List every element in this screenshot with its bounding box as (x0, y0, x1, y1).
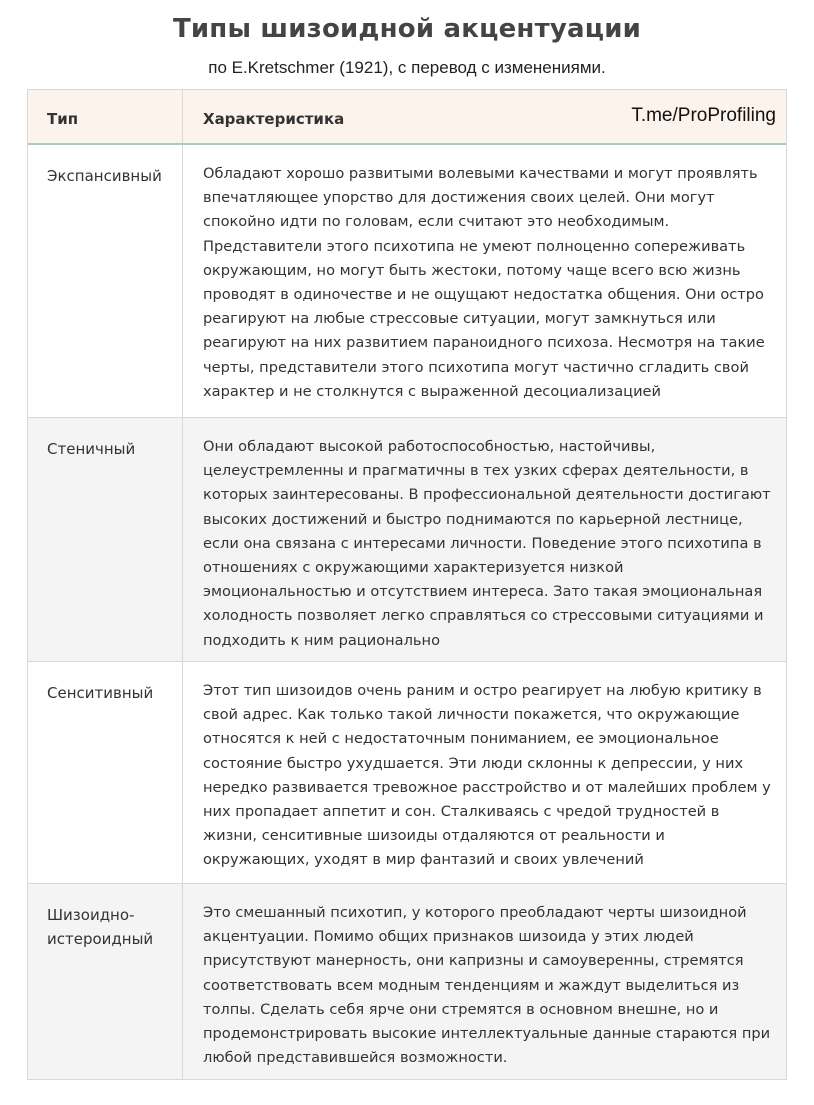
table-header-row (28, 90, 786, 145)
description-cell: Этот тип шизоидов очень раним и остро реагирует на любую критику в свой адрес. Как только такой личности покажется, что окружающие относятся к ней с недостаточным пониманием, ее эмоциональное состояние быстро ухудшается. Эти люди склонны к депрессии, у них нередко развивается тревожное расстройство и от малейших проблем у них пропадает аппетит и сон. Сталкиваясь с чредой трудностей в жизни, сенситивные шизоиды отдаляются от реальности и окружающих, уходят в мир фантазий и своих увлечений (203, 682, 771, 869)
table-row (28, 145, 786, 417)
type-cell: Стеничный (28, 418, 183, 661)
column-header-description (183, 90, 786, 143)
page-title: Типы шизоидной акцентуации (172, 14, 642, 44)
accentuation-table (27, 89, 787, 1080)
description-cell: Обладают хорошо развитыми волевыми качествами и могут проявлять впечатляющее упорство для достижения своих целей. Они могут спокойно идти по головам, если считают это необходимым. Представители этого психотипа не умеют полноценно сопереживать окружающим, но могут быть жестоки, потому чаще всего всю жизнь проводят в одиночестве и не ощущают недостатка общения. Они остро реагируют на любые стрессовые ситуации, могут замкнуться или реагируют на них развитием параноидного психоза. Несмотря на такие черты, представители этого психотипа могут частично сгладить свой характер и не столкнутся с выраженной десоциализацией (203, 165, 765, 400)
watermark-link: T.me/ProProfiling (631, 105, 776, 126)
type-cell: Экспансивный (28, 145, 183, 417)
table-row (28, 883, 786, 1079)
table-row (28, 661, 786, 883)
table-row (28, 417, 786, 661)
type-cell: Шизоидно-истероидный (28, 884, 183, 1079)
column-header-type: Тип (28, 90, 183, 143)
description-cell: Они обладают высокой работоспособностью, настойчивы, целеустремленны и прагматичны в тех узких сферах деятельности, в которых заинтересованы. В профессиональной деятельности достигают высоких достижений и быстро поднимаются по карьерной лестнице, если она связана с интересами личности. Поведение этого психотипа в отношениях с окружающими характеризуется низкой эмоциональностью и отсутствием интереса. Зато такая эмоциональная холодность позволяет легко справляться со стрессовыми ситуациями и подходить к ним рационально (203, 438, 771, 649)
page-subtitle: по E.Kretschmer (1921), с перевод с изменениями. (208, 58, 606, 77)
description-cell: Это смешанный психотип, у которого преобладают черты шизоидной акцентуации. Помимо общих признаков шизоида у этих людей присутствуют манерность, они капризны и самоуверенны, стремятся соответствовать всем модным тенденциям и жаждут выделиться из толпы. Сделать себя ярче они стремятся в основном внешне, но и продемонстрировать высокие интеллектуальные данные стараются при любой представившейся возможности. (203, 904, 771, 1067)
type-cell: Сенситивный (28, 662, 183, 883)
column-header-description-label: Характеристика (203, 110, 345, 128)
